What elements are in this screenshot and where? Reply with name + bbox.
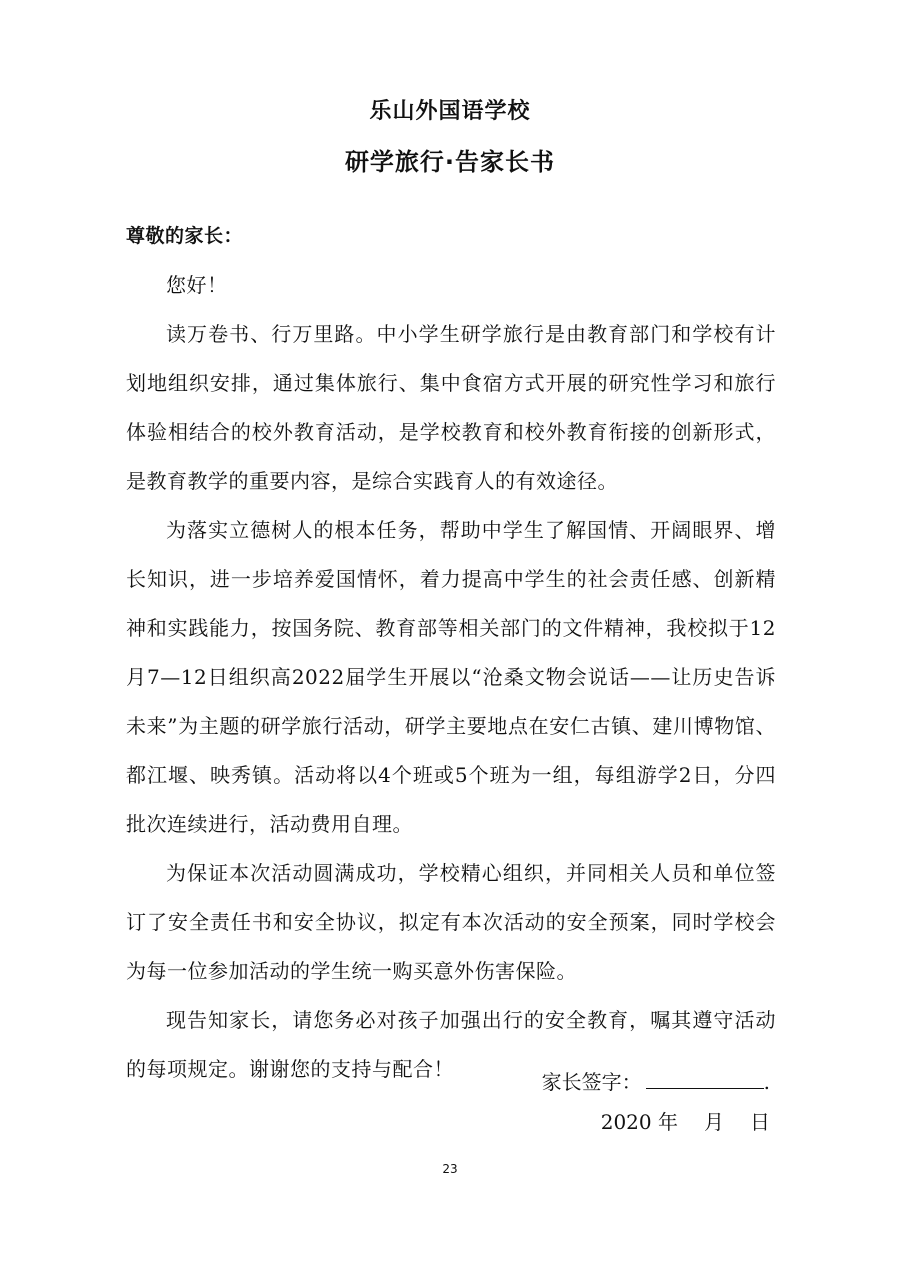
paragraph-1: 读万卷书、行万里路。中小学生研学旅行是由教育部门和学校有计划地组织安排，通过集体旅行、集中食宿方式开展的研究性学习和旅行体验相结合的校外教育活动，是学校教育和校外教育衔接的创新形式，是教育教学的重要内容，是综合实践育人的有效途径。 [126, 322, 776, 493]
document-title: 研学旅行·告家长书 [344, 148, 556, 176]
letter-body [126, 212, 776, 1094]
page-number: 23 [442, 1162, 458, 1176]
paragraph-4: 现告知家长，请您务必对孩子加强出行的安全教育，嘱其遵守活动的每项规定。谢谢您的支持与配合！ [126, 1008, 776, 1081]
signature-block [542, 1062, 770, 1142]
school-name: 乐山外国语学校 [369, 99, 531, 124]
date-year-unit: 年 [658, 1110, 678, 1134]
greeting: 您好！ [166, 273, 228, 297]
date-day-unit: 日 [750, 1110, 770, 1134]
paragraph-2: 为落实立德树人的根本任务，帮助中学生了解国情、开阔眼界、增长知识，进一步培养爱国情怀，着力提高中学生的社会责任感、创新精神和实践能力，按国务院、教育部等相关部门的文件精神，我校拟于12月7—12日组织高2022届学生开展以“沧桑文物会说话——让历史告诉未来”为主题的研学旅行活动，研学主要地点在安仁古镇、建川博物馆、都江堰、映秀镇。活动将以4个班或5个班为一组，每组游学2日，分四批次连续进行，活动费用自理。 [126, 518, 776, 836]
parent-signature-row [542, 1062, 770, 1102]
date-year: 2020 [600, 1110, 652, 1134]
date-month-unit: 月 [704, 1110, 724, 1134]
signature-blank-line[interactable] [646, 1066, 764, 1089]
salutation: 尊敬的家长： [126, 225, 244, 247]
paragraph-3: 为保证本次活动圆满成功，学校精心组织，并同相关人员和单位签订了安全责任书和安全协议，拟定有本次活动的安全预案，同时学校会为每一位参加活动的学生统一购买意外伤害保险。 [126, 861, 776, 983]
signature-end-mark: . [763, 1070, 770, 1094]
date-row [542, 1102, 770, 1142]
parent-signature-label: 家长签字： [541, 1070, 642, 1094]
